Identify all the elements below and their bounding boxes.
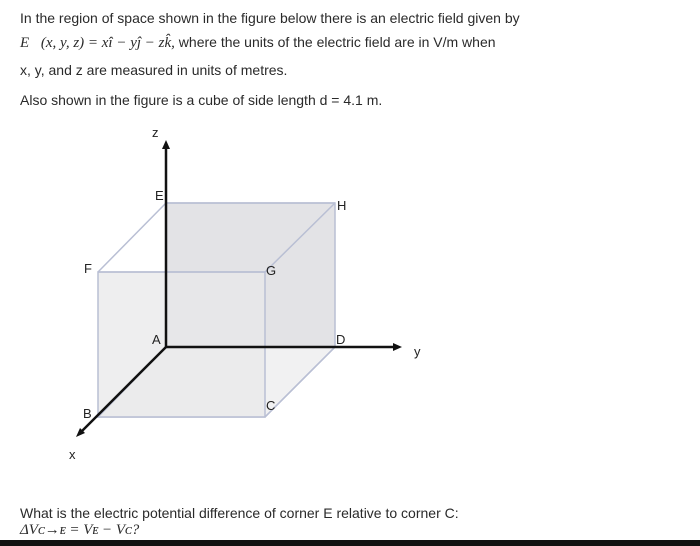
edge-ef: [98, 203, 166, 272]
question-line-1: What is the electric potential difference of corner E relative to corner C:: [20, 505, 459, 521]
intro-line-2-suffix: where the units of the electric field are in V/m when: [174, 34, 496, 50]
bottom-border: [0, 540, 700, 546]
field-expression: E⃗(x, y, z) = xî − yĵ − zk̂,: [20, 35, 175, 51]
y-axis-arrowhead: [393, 343, 402, 351]
corner-label-a: A: [152, 332, 161, 347]
front-face: [98, 272, 265, 417]
corner-label-h: H: [337, 198, 347, 213]
axis-label-x: x: [69, 447, 76, 462]
corner-label-f: F: [84, 261, 92, 276]
question-line-2: ΔVᴄ→ᴇ = Vᴇ − Vᴄ?: [20, 522, 140, 538]
intro-line-3: x, y, and z are measured in units of metres.: [20, 62, 288, 78]
corner-label-c: C: [266, 398, 276, 413]
intro-line-1: In the region of space shown in the figure below there is an electric field given by: [20, 10, 520, 26]
z-axis-arrowhead: [162, 140, 170, 149]
axis-label-y: y: [414, 344, 421, 359]
corner-label-g: G: [266, 263, 277, 278]
intro-line-4: Also shown in the figure is a cube of side length d = 4.1 m.: [20, 92, 383, 108]
corner-label-e: E: [155, 188, 164, 203]
corner-label-b: B: [83, 406, 92, 421]
axis-label-z: z: [152, 125, 159, 140]
corner-label-d: D: [336, 332, 346, 347]
